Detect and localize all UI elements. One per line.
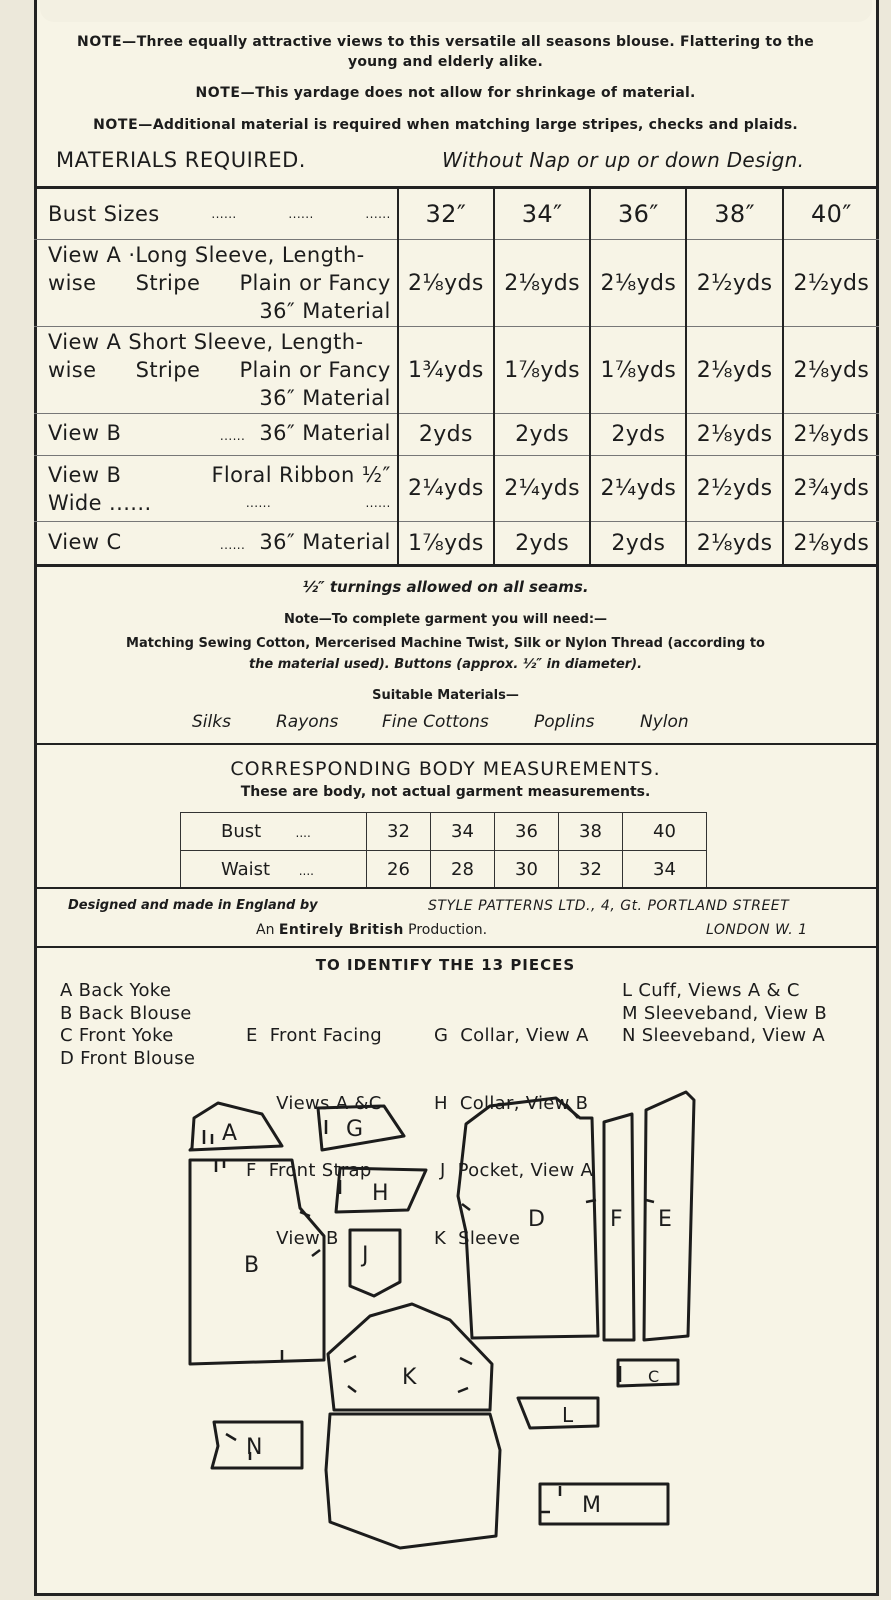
british-production: An Entirely British Production.: [256, 922, 488, 938]
piece-label: A: [222, 1121, 238, 1146]
complete-note-line: Matching Sewing Cotton, Mercerised Machine Twist, Silk or Nylon Thread (according to: [126, 636, 765, 651]
piece-item: E Front Facing: [246, 1025, 383, 1046]
piece-item: Views A &C: [246, 1092, 382, 1114]
material-item: Rayons: [276, 712, 339, 732]
yardage-cell: 2⅛yds: [783, 414, 879, 456]
measure-value: 38: [559, 813, 623, 851]
measure-label: Waist ....: [181, 851, 367, 889]
piece-item: K Sleeve: [434, 1227, 521, 1249]
measure-value: 30: [495, 851, 559, 889]
yardage-cell: 2¼yds: [590, 456, 686, 522]
size-header: 32″: [398, 188, 494, 240]
note-shrinkage: NOTE—This yardage does not allow for shrinkage of material.: [195, 85, 696, 101]
material-item: Nylon: [640, 712, 689, 732]
company-address: STYLE PATTERNS LTD., 4, Gt. PORTLAND STREET: [428, 898, 790, 914]
piece-j-pocket: [350, 1230, 400, 1296]
piece-label: B: [244, 1253, 260, 1278]
yardage-cell: 1⅞yds: [590, 327, 686, 414]
measure-value: 40: [623, 813, 707, 851]
piece-label: H: [372, 1181, 389, 1206]
body-measurements-subtitle: These are body, not actual garment measurements.: [240, 784, 651, 800]
measure-value: 26: [367, 851, 431, 889]
yardage-cell: 2yds: [590, 522, 686, 566]
yardage-cell: 2½yds: [686, 456, 782, 522]
piece-label: E: [658, 1207, 672, 1232]
materials-subtitle: Without Nap or up or down Design.: [442, 148, 805, 172]
piece-item: D Front Blouse: [60, 1047, 196, 1069]
yardage-cell: 2¾yds: [783, 456, 879, 522]
body-measurements-title: CORRESPONDING BODY MEASUREMENTS.: [230, 758, 661, 780]
measure-value: 34: [623, 851, 707, 889]
city: LONDON W. 1: [706, 922, 808, 938]
piece-label: L: [562, 1403, 574, 1427]
piece-item: H Collar, View B: [434, 1092, 589, 1114]
measure-value: 28: [431, 851, 495, 889]
yardage-cell: 2½yds: [686, 240, 782, 327]
measure-value: 36: [495, 813, 559, 851]
piece-label: N: [246, 1435, 263, 1460]
piece-label: G: [346, 1117, 364, 1142]
material-item: Poplins: [534, 712, 595, 732]
yardage-cell: 2yds: [398, 414, 494, 456]
designed-by: Designed and made in England by: [68, 898, 318, 913]
size-header: 34″: [494, 188, 590, 240]
note-views: NOTE—Three equally attractive views to this versatile all seasons blouse. Flattering to the: [77, 34, 814, 50]
yardage-cell: 1⅞yds: [398, 522, 494, 566]
piece-l-cuff: [518, 1398, 598, 1428]
piece-item: J Pocket, View A: [434, 1160, 594, 1181]
yardage-cell: 2⅛yds: [686, 522, 782, 566]
size-header: 38″: [686, 188, 782, 240]
material-item: Silks: [192, 712, 231, 732]
piece-item: View B: [246, 1227, 339, 1249]
measure-label: Bust ....: [181, 813, 367, 851]
piece-item: L Cuff, Views A & C: [622, 980, 800, 1001]
row-label: View A Short Sleeve, Length- wise Stripe Plain or Fancy 36″ Material: [34, 327, 398, 414]
piece-label: K: [402, 1365, 417, 1390]
piece-item: A Back Yoke: [60, 980, 172, 1001]
note-views-cont: young and elderly alike.: [348, 54, 543, 70]
notch-mark: [204, 1130, 224, 1172]
yardage-cell: 2⅛yds: [494, 240, 590, 327]
notch-mark: [226, 1200, 654, 1512]
materials-title: MATERIALS REQUIRED.: [56, 148, 306, 172]
piece-item: N Sleeveband, View A: [622, 1025, 825, 1046]
yardage-cell: 2½yds: [783, 240, 879, 327]
bust-sizes-label: Bust Sizes ...... ...... ......: [34, 188, 398, 240]
piece-item: B Back Blouse: [60, 1002, 192, 1024]
yardage-cell: 2⅛yds: [783, 327, 879, 414]
piece-label: F: [610, 1207, 623, 1232]
piece-item: M Sleeveband, View B: [622, 1002, 828, 1024]
piece-label: D: [528, 1207, 545, 1232]
size-header: 36″: [590, 188, 686, 240]
note-matching: NOTE—Additional material is required when matching large stripes, checks and plaids.: [93, 117, 798, 133]
yardage-cell: 2⅛yds: [686, 414, 782, 456]
yardage-cell: 2¼yds: [398, 456, 494, 522]
yardage-cell: 2yds: [590, 414, 686, 456]
pieces-title: TO IDENTIFY THE 13 PIECES: [315, 956, 576, 974]
measure-value: 32: [367, 813, 431, 851]
piece-item: G Collar, View A: [434, 1025, 589, 1046]
piece-k-sleeve-lower: [326, 1414, 500, 1548]
measure-value: 32: [559, 851, 623, 889]
yardage-cell: 2⅛yds: [590, 240, 686, 327]
yardage-cell: 1⅞yds: [494, 327, 590, 414]
notch-mark: [282, 1212, 320, 1360]
piece-item: C Front Yoke: [60, 1025, 174, 1046]
piece-label: J: [362, 1243, 369, 1268]
measure-value: 34: [431, 813, 495, 851]
row-label: View B ...... 36″ Material: [34, 414, 398, 456]
notch-mark: [462, 1104, 596, 1210]
piece-item: F Front Strap: [246, 1160, 372, 1181]
row-label: View C ...... 36″ Material: [34, 522, 398, 566]
yardage-cell: 2¼yds: [494, 456, 590, 522]
piece-label: M: [582, 1493, 601, 1518]
yardage-cell: 2⅛yds: [398, 240, 494, 327]
turnings-note: ½″ turnings allowed on all seams.: [302, 578, 589, 596]
complete-note-heading: Note—To complete garment you will need:—: [283, 612, 608, 627]
yardage-cell: 2⅛yds: [783, 522, 879, 566]
material-item: Fine Cottons: [382, 712, 489, 732]
row-label: View B Floral Ribbon ½″ Wide ...... ...... ......: [34, 456, 398, 522]
yardage-cell: 1¾yds: [398, 327, 494, 414]
piece-label: C: [648, 1367, 660, 1386]
yardage-cell: 2yds: [494, 522, 590, 566]
size-header: 40″: [783, 188, 879, 240]
row-label: View A ·Long Sleeve, Length- wise Stripe Plain or Fancy 36″ Material: [34, 240, 398, 327]
complete-note-line: the material used). Buttons (approx. ½″ in diameter).: [248, 657, 643, 672]
yardage-cell: 2⅛yds: [686, 327, 782, 414]
suitable-materials-title: Suitable Materials—: [372, 688, 519, 703]
yardage-cell: 2yds: [494, 414, 590, 456]
